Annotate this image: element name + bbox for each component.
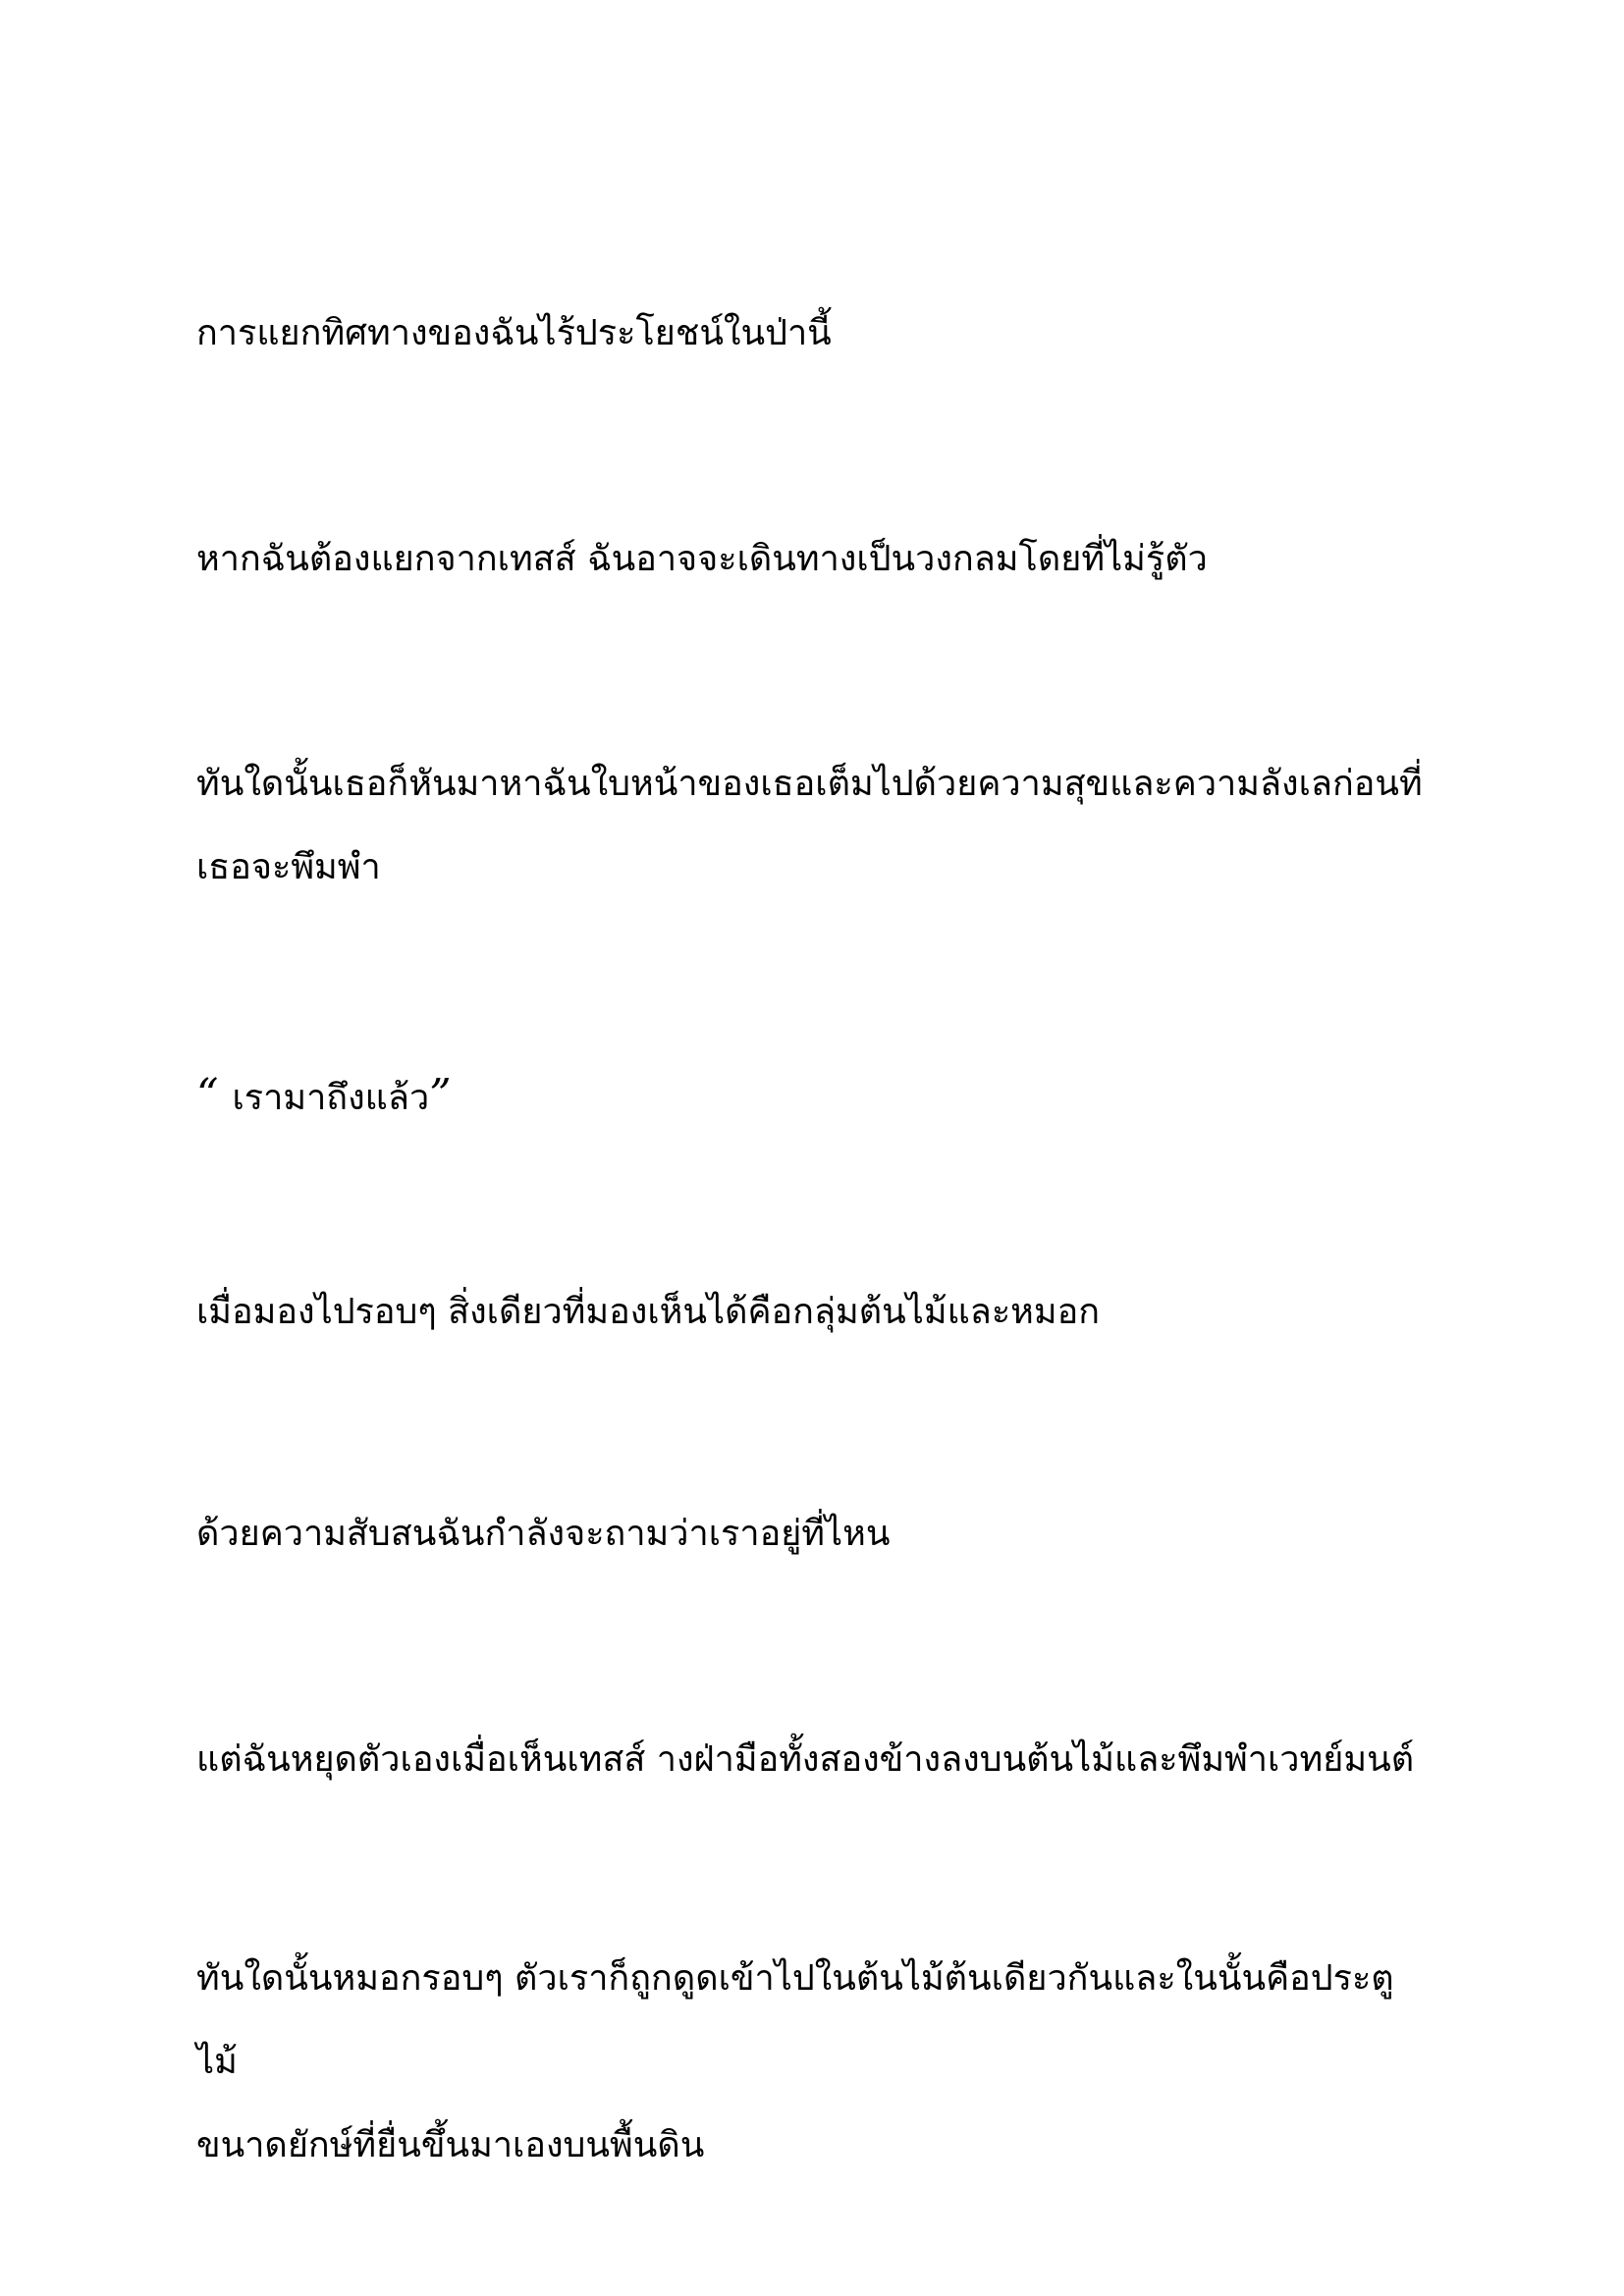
paragraph-line: การแยกทิศทางของฉันไร้ประโยชน์ในป่านี้ bbox=[196, 313, 832, 353]
paragraph-line: ทันใดนั้นหมอกรอบๆ ตัวเราก็ถูกดูดเข้าไปในต้นไม้ต้นเดียวกันและในนั้นคือประตูไม้ bbox=[196, 1958, 1394, 2082]
paragraph-2 bbox=[196, 517, 1434, 601]
paragraph-1 bbox=[196, 292, 1434, 375]
paragraph-line: ทันใดนั้นเธอก็หันมาหาฉันใบหน้าของเธอเต็มไปด้วยความสุขและความลังเลก่อนที่ bbox=[196, 764, 1423, 804]
paragraph-8 bbox=[196, 1937, 1434, 2187]
paragraph-6 bbox=[196, 1492, 1434, 1575]
paragraph-7 bbox=[196, 1718, 1434, 1801]
dialogue-line bbox=[196, 1053, 1434, 1140]
paragraph-5 bbox=[196, 1270, 1434, 1354]
paragraph-line: เธอจะพึมพำ bbox=[196, 847, 381, 887]
paragraph-line: แต่ฉันหยุดตัวเองเมื่อเห็นเทสส์ างฝ่ามือทั้งสองข้างลงบนต้นไม้และพึมพำเวทย์มนต์ bbox=[196, 1739, 1415, 1780]
dialogue-text: เรามาถึงแล้ว bbox=[232, 1078, 430, 1118]
paragraph-3 bbox=[196, 742, 1434, 909]
paragraph-line: ขนาดยักษ์ที่ยื่นขึ้นมาเองบนพื้นดิน bbox=[196, 2125, 705, 2165]
paragraph-line: เมื่อมองไปรอบๆ สิ่งเดียวที่มองเห็นได้คือกลุ่มต้นไม้และหมอก bbox=[196, 1292, 1101, 1332]
close-quote-mark: ” bbox=[429, 1070, 452, 1120]
paragraph-line: หากฉันต้องแยกจากเทสส์ ฉันอาจจะเดินทางเป็นวงกลมโดยที่ไม่รู้ตัว bbox=[196, 539, 1208, 579]
open-quote-mark: “ bbox=[196, 1070, 219, 1120]
paragraph-line: ด้วยความสับสนฉันกำลังจะถามว่าเราอยู่ที่ไหน bbox=[196, 1514, 891, 1554]
